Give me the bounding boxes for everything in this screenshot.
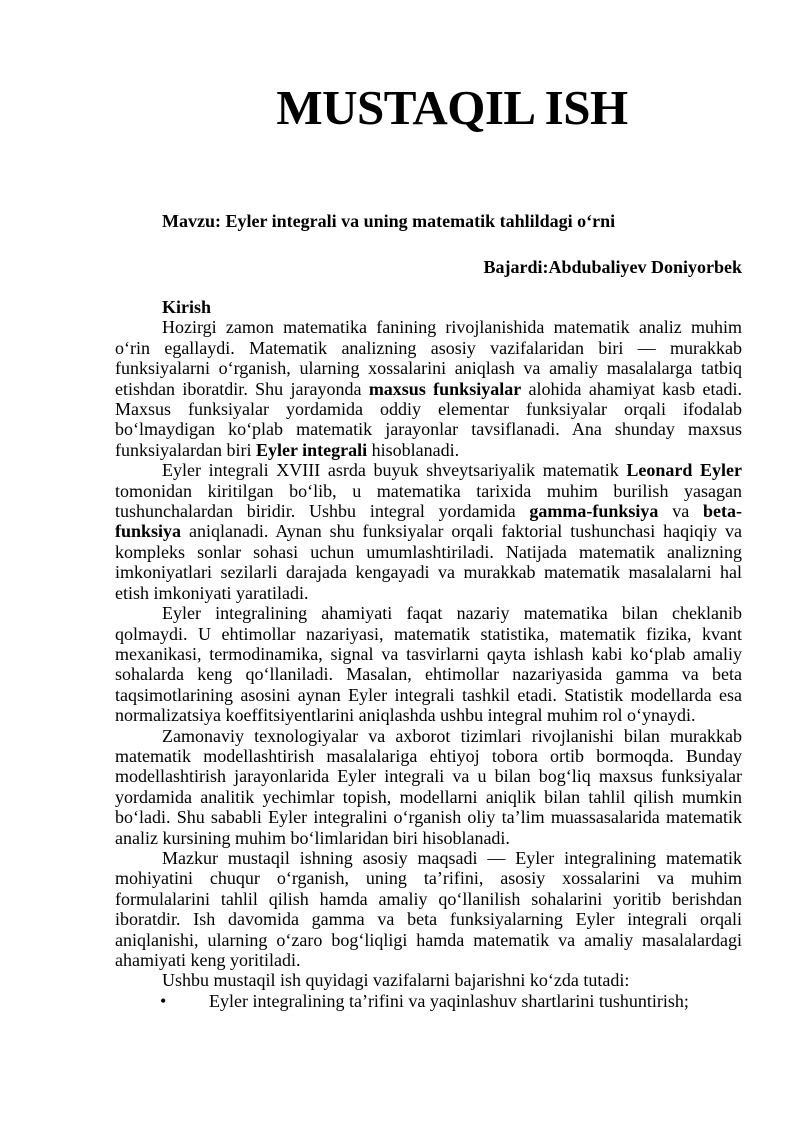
paragraph-2-text: va: [658, 501, 703, 522]
section-heading-intro: Kirish: [162, 297, 212, 317]
bold-term-euler-integral: Eyler integrali: [255, 439, 368, 460]
bold-term-special-functions: maxsus funksiyalar: [368, 378, 522, 399]
bold-term-beta-function: beta-funksiya: [115, 501, 742, 542]
paragraph-2-text: aniqlanadi. Aynan shu funksiyalar orqali faktorial tushunchasi haqiqiy va kompleks sonlar sohasi uchun umumlashtiriladi. Natijada matematik analizning imkoniyatlari sezilarli darajada kengayadi va murakkab matematik masalalarni hal etish imkoniyati yaratiladi.: [115, 521, 742, 603]
paragraph-3: Eyler integralining ahamiyati faqat nazariy matematika bilan cheklanib qolmaydi. U ehtimollar nazariyasi, matematik statistika, matematik fizika, kvant mexanikasi, termodinamika, signal va tasvirlarni qayta ishlash kabi ko‘plab amaliy sohalarda keng qo‘llaniladi. Masalan, ehtimollar nazariyasida gamma va beta taqsimotlarining asosini aynan Eyler integrali tashkil etadi. Statistik modellarda esa normalizatsiya koeffitsiyentlarini aniqlashda ushbu integral muhim rol o‘ynaydi.: [115, 603, 742, 726]
paragraph-1: [115, 317, 742, 460]
list-item-text: Eyler integralining ta’rifini va yaqinlashuv shartlarini tushuntirish;: [209, 990, 689, 1011]
paragraph-1-text: Hozirgi zamon matematika fanining rivojlanishida matematik analiz muhim o‘rin egallaydi. Matematik analizning asosiy vazifalaridan biri — murakkab funksiyalarni o‘rganish, ularning xossalarini aniqlash va amaliy masalalarga tatbiq etishdan iboratdir. Shu jarayonda: [115, 317, 742, 399]
paragraph-2: [115, 460, 742, 603]
paragraph-5: Mazkur mustaqil ishning asosiy maqsadi — Eyler integralining matematik mohiyatini chuqur o‘rganish, uning ta’rifini, asosiy xossalarini va muhim formulalarini tahlil qilish hamda amaliy qo‘llanilish sohalarini yoritib berishdan iboratdir. Ish davomida gamma va beta funksiyalarning Eyler integrali orqali aniqlanishi, ularning o‘zaro bog‘liqligi hamda matematik va amaliy masalalardagi ahamiyati keng yoritiladi.: [115, 847, 742, 970]
list-item: [115, 991, 742, 1011]
document-title: MUSTAQIL ISH: [276, 80, 628, 135]
bold-term-gamma-function: gamma-funksiya: [529, 501, 659, 522]
paragraph-6: Ushbu mustaqil ish quyidagi vazifalarni bajarishni ko‘zda tutadi:: [162, 970, 630, 991]
paragraph-4: Zamonaviy texnologiyalar va axborot tizimlari rivojlanishi bilan murakkab matematik modellashtirish masalalariga ehtiyoj tobora ortib bormoqda. Bunday modellashtirish jarayonlarida Eyler integrali va u bilan bog‘liq maxsus funksiyalar yordamida analitik yechimlar topish, modellarni aniqlik bilan tahlil qilish mumkin bo‘ladi. Shu sababli Eyler integralini o‘rganish oliy ta’lim muassasalarida matematik analiz kursining muhim bo‘limlaridan biri hisoblanadi.: [115, 725, 742, 848]
bold-term-leonard-euler: Leonard Eyler: [626, 460, 742, 481]
author-line: Bajardi:Abdubaliyev Doniyorbek: [483, 257, 742, 277]
paragraph-2-text: Eyler integrali XVIII asrda buyuk shveytsariyalik matematik: [162, 460, 627, 481]
topic-line: Mavzu: Eyler integrali va uning matematik tahlildagi o‘rni: [162, 211, 616, 231]
document-body: [115, 297, 742, 1011]
paragraph-1-text: alohida ahamiyat kasb etadi. Maxsus funksiyalar yordamida oddiy elementar funksiyalar orqali ifodalab bo‘lmaydigan ko‘plab matematik jarayonlar tavsiflanadi. Ana shunday maxsus funksiyalardan biri: [115, 378, 742, 460]
bullet-icon: •: [160, 990, 167, 1011]
paragraph-2-text: tomonidan kiritilgan bo‘lib, u matematika tarixida muhim burilish yasagan tushunchalardan biridir. Ushbu integral yordamida: [115, 480, 742, 522]
paragraph-1-text: hisoblanadi.: [367, 439, 460, 460]
task-list: [115, 991, 742, 1011]
